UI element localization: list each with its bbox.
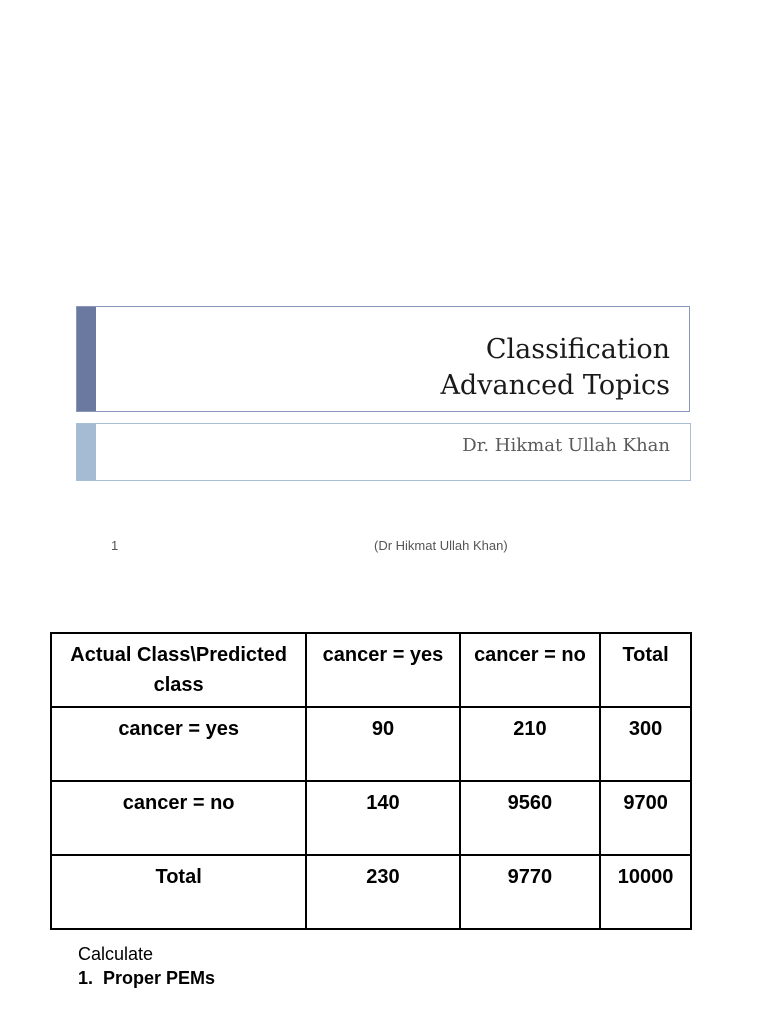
table-cell: 90 [306, 707, 459, 781]
slide-subtitle: Dr. Hikmat Ullah Khan [462, 435, 670, 456]
table-row [51, 781, 691, 855]
table-cell: 9560 [460, 781, 601, 855]
header-cell: Total [600, 633, 691, 707]
table-cell: 210 [460, 707, 601, 781]
subtitle-accent-bar [77, 424, 96, 480]
header-cell: cancer = no [460, 633, 601, 707]
table-cell: 10000 [600, 855, 691, 929]
confusion-matrix-table [50, 632, 692, 930]
footer-author: (Dr Hikmat Ullah Khan) [374, 538, 508, 553]
table-cell: 230 [306, 855, 459, 929]
page-number: 1 [111, 538, 119, 553]
task-item-number: 1. [78, 968, 94, 988]
table-cell: 9770 [460, 855, 601, 929]
header-cell: Actual Class\Predicted class [51, 633, 306, 707]
task-item-text: Proper PEMs [103, 968, 216, 988]
table-cell: 140 [306, 781, 459, 855]
calculate-label: Calculate [78, 944, 154, 964]
title-line-2: Advanced Topics [440, 370, 670, 401]
table-cell: 300 [600, 707, 691, 781]
subtitle-block [76, 423, 691, 481]
table-header-row [51, 633, 691, 707]
header-cell: cancer = yes [306, 633, 459, 707]
table-row [51, 855, 691, 929]
row-label-cell: cancer = no [51, 781, 306, 855]
table-cell: 9700 [600, 781, 691, 855]
title-accent-bar [77, 307, 96, 411]
task-item [78, 968, 215, 989]
title-line-1: Classification [485, 334, 670, 365]
slide-title [440, 332, 670, 404]
title-block [76, 306, 690, 412]
row-label-cell: Total [51, 855, 306, 929]
table-row [51, 707, 691, 781]
row-label-cell: cancer = yes [51, 707, 306, 781]
